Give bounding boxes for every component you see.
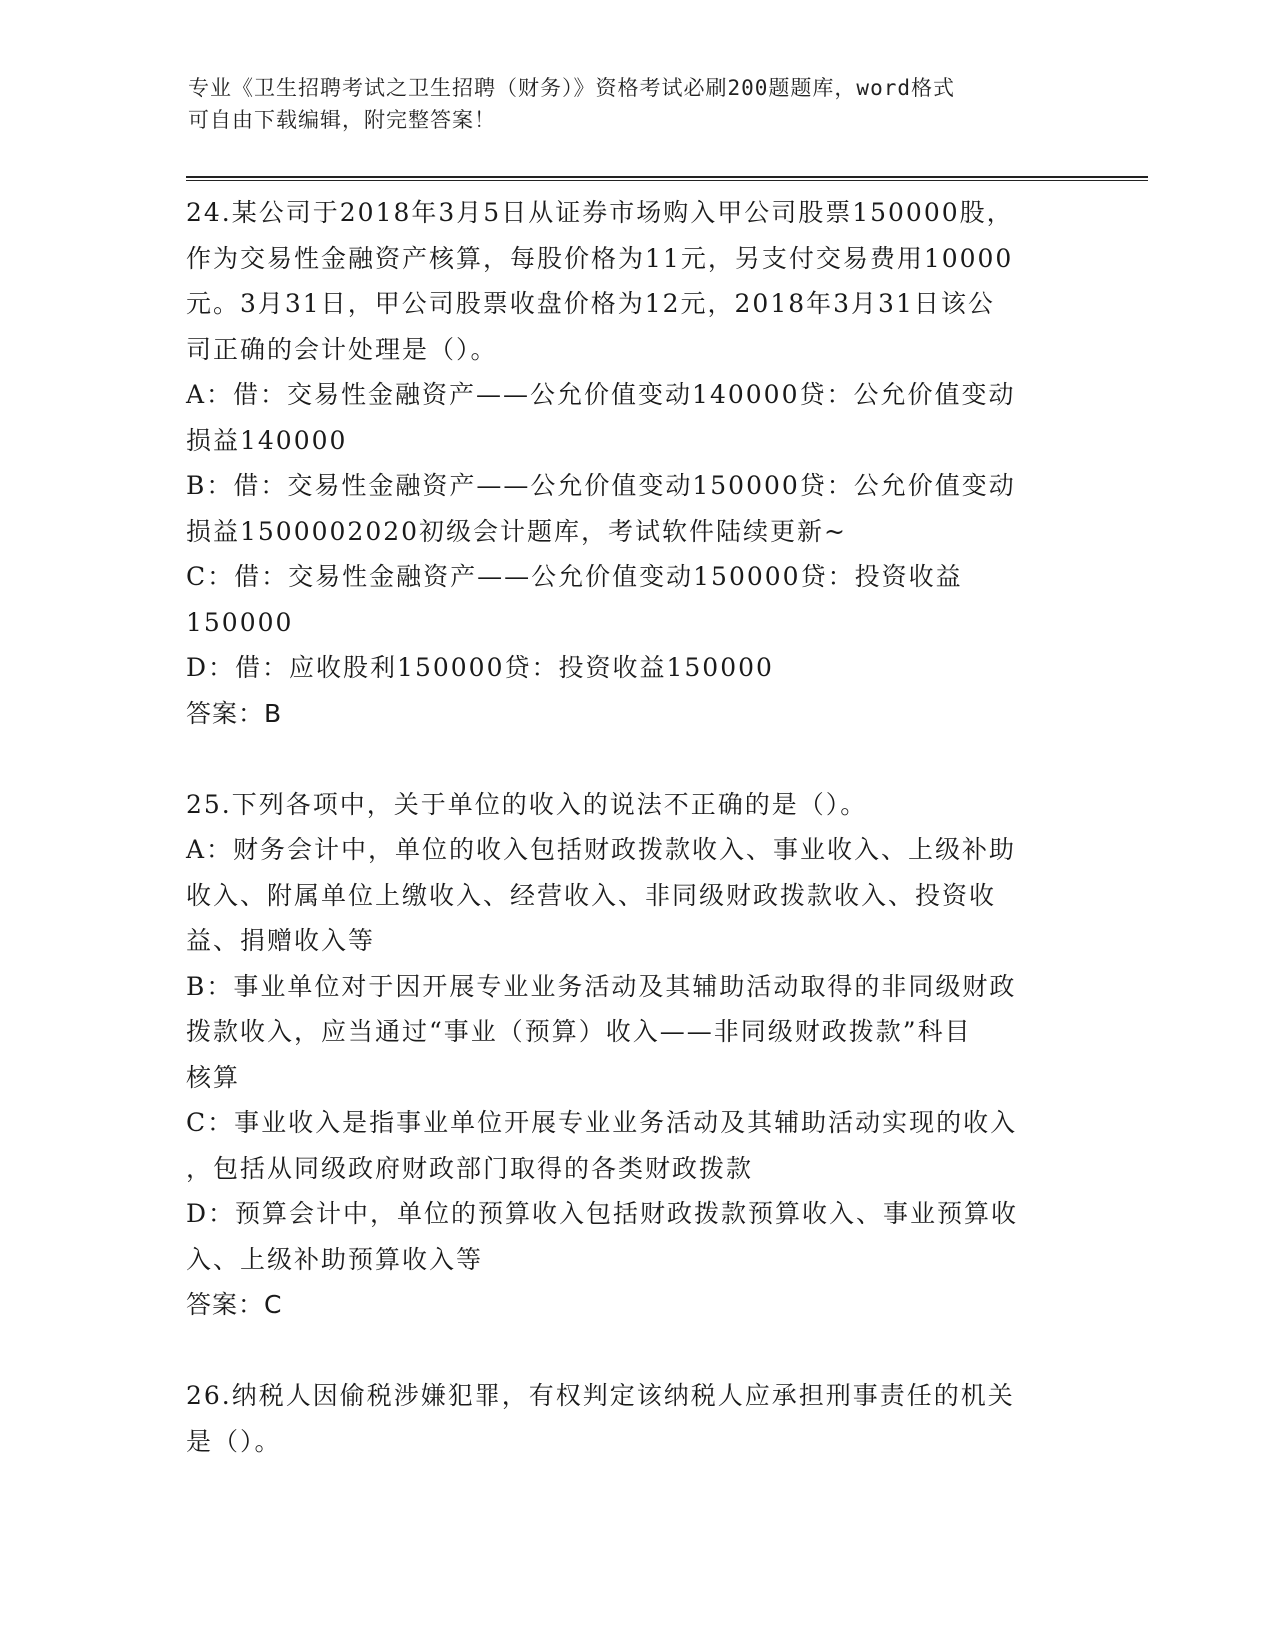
answer: 答案：B: [186, 698, 283, 728]
answer: 答案：C: [186, 1290, 283, 1319]
option-a: 益、捐赠收入等: [186, 926, 376, 955]
question-24: [186, 190, 1086, 736]
option-b: 损益1500002020初级会计题库，考试软件陆续更新~: [186, 516, 848, 546]
option-d: D：借：应收股利150000贷：投资收益150000: [186, 653, 774, 682]
spacer: [186, 1328, 1086, 1374]
question-text: 26.纳税人因偷税涉嫌犯罪，有权判定该纳税人应承担刑事责任的机关: [186, 1381, 1015, 1410]
option-a: A：财务会计中，单位的收入包括财政拨款收入、事业收入、上级补助: [186, 835, 1017, 864]
question-text: 25.下列各项中，关于单位的收入的说法不正确的是（）。: [186, 789, 868, 819]
question-text: 作为交易性金融资产核算，每股价格为11元，另支付交易费用10000: [186, 243, 1014, 273]
option-c: C：借：交易性金融资产——公允价值变动150000贷：投资收益: [186, 562, 963, 591]
option-b: 核算: [186, 1062, 241, 1092]
header-line-2: 可自由下载编辑，附完整答案！: [188, 108, 496, 132]
header-divider: [186, 176, 1148, 181]
question-25: [186, 782, 1086, 1328]
page-header: [188, 72, 1068, 136]
option-c: 150000: [186, 607, 294, 637]
option-d: D：预算会计中，单位的预算收入包括财政拨款预算收入、事业预算收: [186, 1199, 1019, 1228]
option-b: 拨款收入，应当通过“事业（预算）收入——非同级财政拨款”科目: [186, 1017, 972, 1046]
option-c: C：事业收入是指事业单位开展专业业务活动及其辅助活动实现的收入: [186, 1108, 1018, 1137]
spacer: [186, 736, 1086, 782]
question-list: [186, 190, 1086, 1464]
header-line-1: 专业《卫生招聘考试之卫生招聘（财务）》资格考试必刷200题题库，word格式: [188, 76, 955, 100]
option-a: 损益140000: [186, 425, 348, 455]
option-b: B：借：交易性金融资产——公允价值变动150000贷：公允价值变动: [186, 471, 1016, 500]
option-d: 入、上级补助预算收入等: [186, 1244, 484, 1274]
question-text: 是（）。: [186, 1426, 282, 1456]
question-text: 24.某公司于2018年3月5日从证券市场购入甲公司股票150000股，: [186, 198, 1014, 227]
option-c: ，包括从同级政府财政部门取得的各类财政拨款: [186, 1153, 754, 1183]
question-text: 司正确的会计处理是（）。: [186, 334, 498, 364]
option-a: A：借：交易性金融资产——公允价值变动140000贷：公允价值变动: [186, 380, 1016, 409]
option-a: 收入、附属单位上缴收入、经营收入、非同级财政拨款收入、投资收: [186, 880, 997, 910]
question-26: [186, 1373, 1086, 1464]
question-text: 元。3月31日，甲公司股票收盘价格为12元，2018年3月31日该公: [186, 289, 995, 318]
option-b: B：事业单位对于因开展专业业务活动及其辅助活动取得的非同级财政: [186, 971, 1017, 1001]
